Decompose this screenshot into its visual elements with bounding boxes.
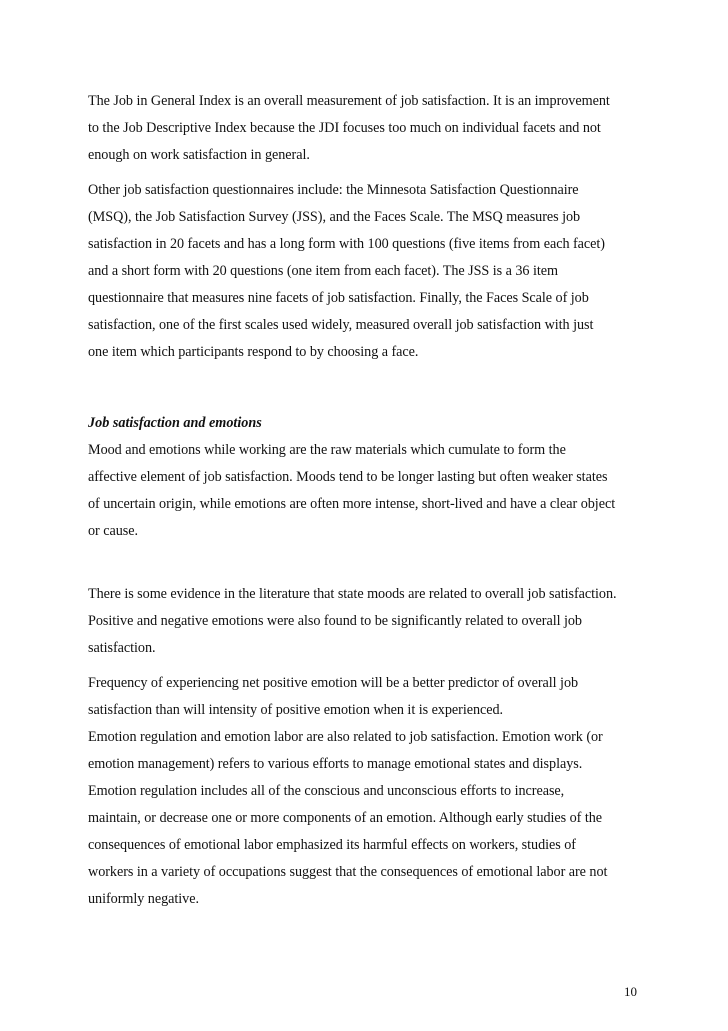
paragraph-spacer [88, 662, 648, 670]
paragraph-other-questionnaires: Other job satisfaction questionnaires include: the Minnesota Satisfaction Questionnaire (MSQ), the Job Satisfaction Survey (JSS), and the Faces Scale. The MSQ measures job satisfaction in 20 facets and has a long form with 100 questions (five items from each facet) and a short form with 20 questions (one item from each facet). The JSS is a 36 item questionnaire that measures nine facets of job satisfaction. Finally, the Faces Scale of job satisfaction, one of the first scales used widely, measured overall job satisfaction with just one item which participants respond to by choosing a face. [88, 182, 605, 360]
paragraph-state-moods: There is some evidence in the literature that state moods are related to overall job satisfaction. Positive and negative emotions were also found to be significantly related to overall job satisfaction. [88, 586, 617, 656]
document-body [88, 88, 648, 913]
paragraph-mood-and-emotions: Mood and emotions while working are the raw materials which cumulate to form the affective element of job satisfaction. Moods tend to be longer lasting but often weaker states of uncertain origin, while emotions are often more intense, short-lived and have a clear object or cause. [88, 442, 616, 539]
section-spacer [88, 366, 648, 410]
paragraph-spacer [88, 545, 648, 581]
paragraph-emotion-regulation: Frequency of experiencing net positive emotion will be a better predictor of overall job satisfaction than will intensity of positive emotion when it is experienced. Emotion regulation and emotion labor are also related to job satisfaction. Emotion work (or emotion management) refers to various efforts to manage emotional states and displays. Emotion regulation includes all of the conscious and unconscious efforts to increase, maintain, or decrease one or more components of an emotion. Although early studies of the consequences of emotional labor emphasized its harmful effects on workers, studies of workers in a variety of occupations suggest that the consequences of emotional labor are not uniformly negative. [88, 675, 608, 907]
paragraph-spacer [88, 169, 648, 177]
section-heading: Job satisfaction and emotions [88, 415, 262, 431]
page-number: 10 [624, 984, 637, 999]
paragraph-job-in-general-index: The Job in General Index is an overall measurement of job satisfaction. It is an improvement to the Job Descriptive Index because the JDI focuses too much on individual facets and not enough on work satisfaction in general. [88, 93, 610, 163]
